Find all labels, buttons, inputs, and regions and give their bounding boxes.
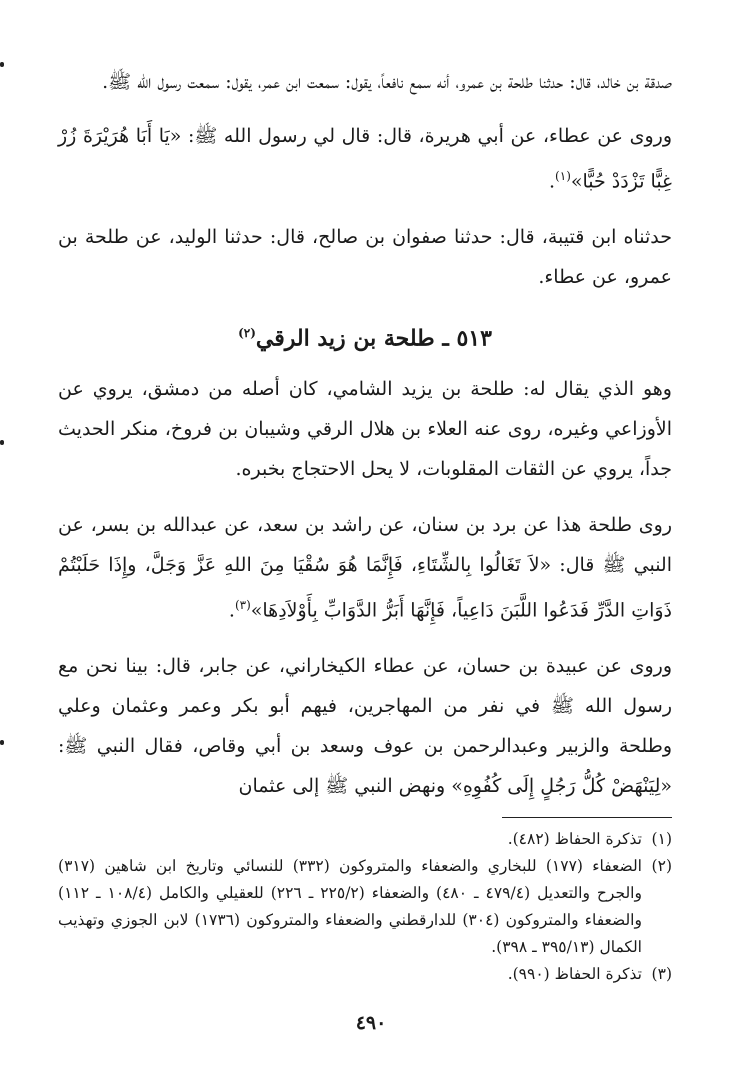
footnote-ref-2: (٢) — [238, 326, 256, 341]
footnote-number: (٢) — [651, 857, 672, 875]
footnote-2 — [58, 853, 672, 961]
paragraph-2 — [58, 116, 672, 201]
margin-mark — [0, 62, 4, 67]
page-body — [58, 62, 672, 822]
paragraph-5-text: روى طلحة هذا عن برد بن سنان، عن راشد بن سعد، عن عبدالله بن بسر، عن النبي ﷺ قال: «لاَ تَغَالُوا بِالشِّتَاءِ، فَإِنَّمَا هُوَ سُقْيَا مِنَ اللهِ عَزَّ وَجَلَّ، وإِذَا حَلَبْتُمْ ذَوَاتِ الدَّرِّ فَدَعُوا اللَّبَنَ دَاعِياً، فَإِنَّهَا أَبَرُّ الدَّوَابِّ بِأَوْلاَدِهَا» — [58, 513, 672, 621]
footnote-1 — [58, 826, 672, 853]
paragraph-6: وروى عن عبيدة بن حسان، عن عطاء الكيخاراني، عن جابر، قال: بينا نحن مع رسول الله ﷺ في نفر من المهاجرين، فيهم أبو بكر وعمر وعثمان وعلي وطلحة والزبير وعبدالرحمن بن عوف وسعد بن أبي وقاص، فقال النبي ﷺ: «لِيَنْهَضْ كُلُّ رَجُلٍ إِلَى كُفُوِهِ» ونهض النبي ﷺ إلى عثمان — [58, 654, 672, 797]
entry-heading — [58, 313, 672, 358]
margin-mark — [0, 440, 4, 445]
entry-heading-text: ٥١٣ ـ طلحة بن زيد الرقي — [255, 325, 492, 352]
footnote-ref-3: (٣) — [234, 597, 251, 612]
footnote-text: تذكرة الحفاظ (٤٨٢). — [507, 830, 642, 848]
footnotes — [58, 826, 672, 988]
paragraph-4: وهو الذي يقال له: طلحة بن يزيد الشامي، كان أصله من دمشق، يروي عن الأوزاعي وغيره، روى عنه العلاء بن هلال الرقي وشيبان بن فروخ، منكر الحديث جداً، يروي عن الثقات المقلوبات، لا يحل الاحتجاج بخبره. — [58, 377, 672, 480]
page-number: ٤٩٠ — [355, 1012, 387, 1034]
paragraph-2-end: . — [549, 170, 556, 193]
paragraph-2-text: وروى عن عطاء، عن أبي هريرة، قال: قال لي رسول الله ﷺ: «يَا أَبَا هُرَيْرَةَ زُرْ غِبًّا تَزْدَدْ حُبًّا» — [58, 125, 672, 193]
paragraph-5 — [58, 505, 672, 630]
paragraph-5-end: . — [228, 598, 235, 621]
footnote-divider — [502, 817, 672, 818]
margin-mark — [0, 740, 4, 745]
paragraph-1: صدقة بن خالد، قال: حدثنا طلحة بن عمرو، أنه سمع نافعاً، يقول: سمعت ابن عمر، يقول: سمعت رسول الله ﷺ. — [102, 71, 672, 93]
footnote-3 — [58, 961, 672, 988]
footnote-text: الضعفاء (١٧٧) للبخاري والضعفاء والمتروكون (٣٣٢) للنسائي وتاريخ ابن شاهين (٣١٧) والجرح والتعديل (٤٧٩/٤ ـ ٤٨٠) والضعفاء (٢٢٥/٢ ـ ٢٢٦) للعقيلي والكامل (١٠٨/٤ ـ ١١٢) والضعفاء والمتروكون (٣٠٤) للدارقطني والضعفاء والمتروكون (١٧٣٦) لابن الجوزي وتهذيب الكمال (٣٩٥/١٣ ـ ٣٩٨). — [58, 857, 642, 956]
paragraph-3: حدثناه ابن قتيبة، قال: حدثنا صفوان بن صالح، قال: حدثنا الوليد، عن طلحة بن عمرو، عن عطاء. — [58, 226, 672, 289]
footnote-text: تذكرة الحفاظ (٩٩٠). — [507, 965, 642, 983]
footnote-number: (١) — [651, 830, 672, 848]
footnote-number: (٣) — [651, 965, 672, 983]
footnote-ref-1: (١) — [555, 169, 571, 183]
